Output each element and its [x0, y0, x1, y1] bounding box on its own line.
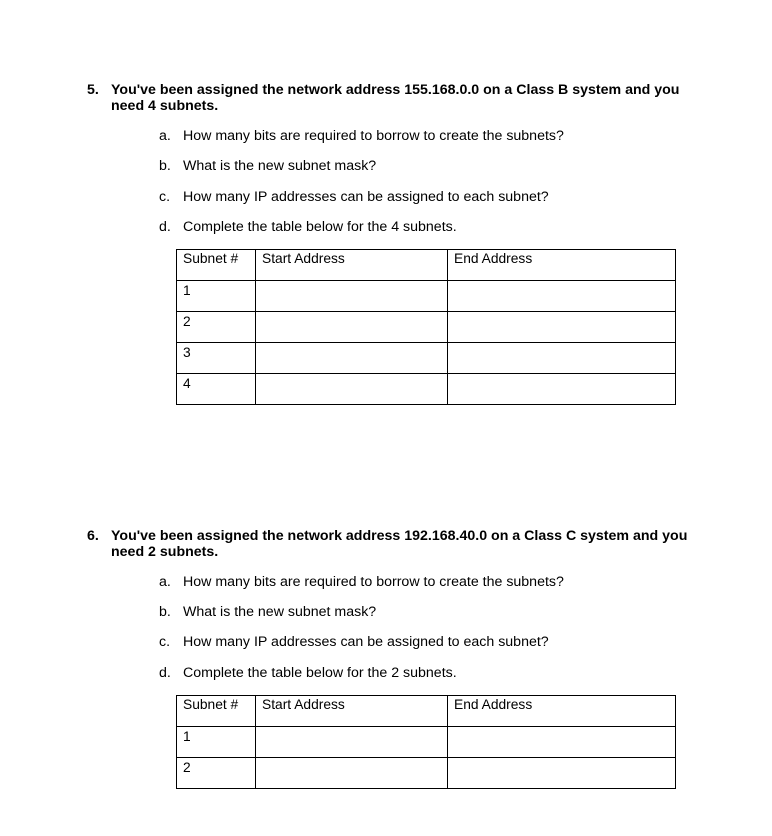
question-number: 5.: [87, 82, 99, 98]
question-number: 6.: [87, 528, 99, 544]
table-row: [177, 343, 676, 374]
part-text: How many IP addresses can be assigned to each subnet?: [183, 634, 549, 650]
end-address-cell[interactable]: [448, 758, 676, 789]
question-6-part-a: [159, 574, 564, 590]
question-text: You've been assigned the network address 192.168.40.0 on a Class C system and you need 2 subnets.: [111, 528, 688, 560]
question-6-part-b: [159, 604, 376, 620]
table-row: [177, 727, 676, 758]
end-address-cell[interactable]: [448, 374, 676, 405]
question-5-subnet-table: [176, 249, 676, 405]
table-row: [177, 758, 676, 789]
subnet-number-cell: 4: [177, 374, 256, 405]
end-address-cell[interactable]: [448, 281, 676, 312]
subnet-number-cell: 1: [177, 281, 256, 312]
question-5-part-d: [159, 219, 457, 235]
part-text: How many IP addresses can be assigned to each subnet?: [183, 189, 549, 205]
table-row: [177, 374, 676, 405]
table-header-row: [177, 696, 676, 727]
subnet-number-cell: 2: [177, 312, 256, 343]
question-5-part-a: [159, 128, 564, 144]
part-text: How many bits are required to borrow to create the subnets?: [183, 128, 564, 144]
start-address-cell[interactable]: [256, 312, 448, 343]
part-letter: c.: [159, 189, 171, 205]
part-letter: b.: [159, 604, 171, 620]
end-address-cell[interactable]: [448, 343, 676, 374]
question-text: You've been assigned the network address 155.168.0.0 on a Class B system and you need 4 subnets.: [111, 82, 680, 114]
table-row: [177, 281, 676, 312]
header-start-address: Start Address: [256, 250, 448, 281]
header-end-address: End Address: [448, 696, 676, 727]
table-row: [177, 312, 676, 343]
part-letter: d.: [159, 665, 171, 681]
part-letter: a.: [159, 574, 171, 590]
start-address-cell[interactable]: [256, 343, 448, 374]
start-address-cell[interactable]: [256, 374, 448, 405]
subnet-number-cell: 2: [177, 758, 256, 789]
start-address-cell[interactable]: [256, 758, 448, 789]
part-text: How many bits are required to borrow to create the subnets?: [183, 574, 564, 590]
start-address-cell[interactable]: [256, 281, 448, 312]
header-start-address: Start Address: [256, 696, 448, 727]
part-text: Complete the table below for the 2 subnets.: [183, 665, 457, 681]
header-end-address: End Address: [448, 250, 676, 281]
header-subnet-number: Subnet #: [177, 696, 256, 727]
part-letter: b.: [159, 158, 171, 174]
subnet-number-cell: 1: [177, 727, 256, 758]
part-text: What is the new subnet mask?: [183, 604, 377, 620]
part-text: What is the new subnet mask?: [183, 158, 377, 174]
header-subnet-number: Subnet #: [177, 250, 256, 281]
end-address-cell[interactable]: [448, 727, 676, 758]
subnet-number-cell: 3: [177, 343, 256, 374]
question-6-part-c: [159, 634, 549, 650]
question-6-subnet-table: [176, 695, 676, 789]
part-text: Complete the table below for the 4 subnets.: [183, 219, 457, 235]
question-6-part-d: [159, 665, 457, 681]
start-address-cell[interactable]: [256, 727, 448, 758]
part-letter: d.: [159, 219, 171, 235]
question-5-part-b: [159, 158, 376, 174]
part-letter: a.: [159, 128, 171, 144]
part-letter: c.: [159, 634, 171, 650]
table-header-row: [177, 250, 676, 281]
end-address-cell[interactable]: [448, 312, 676, 343]
question-5-part-c: [159, 189, 549, 205]
